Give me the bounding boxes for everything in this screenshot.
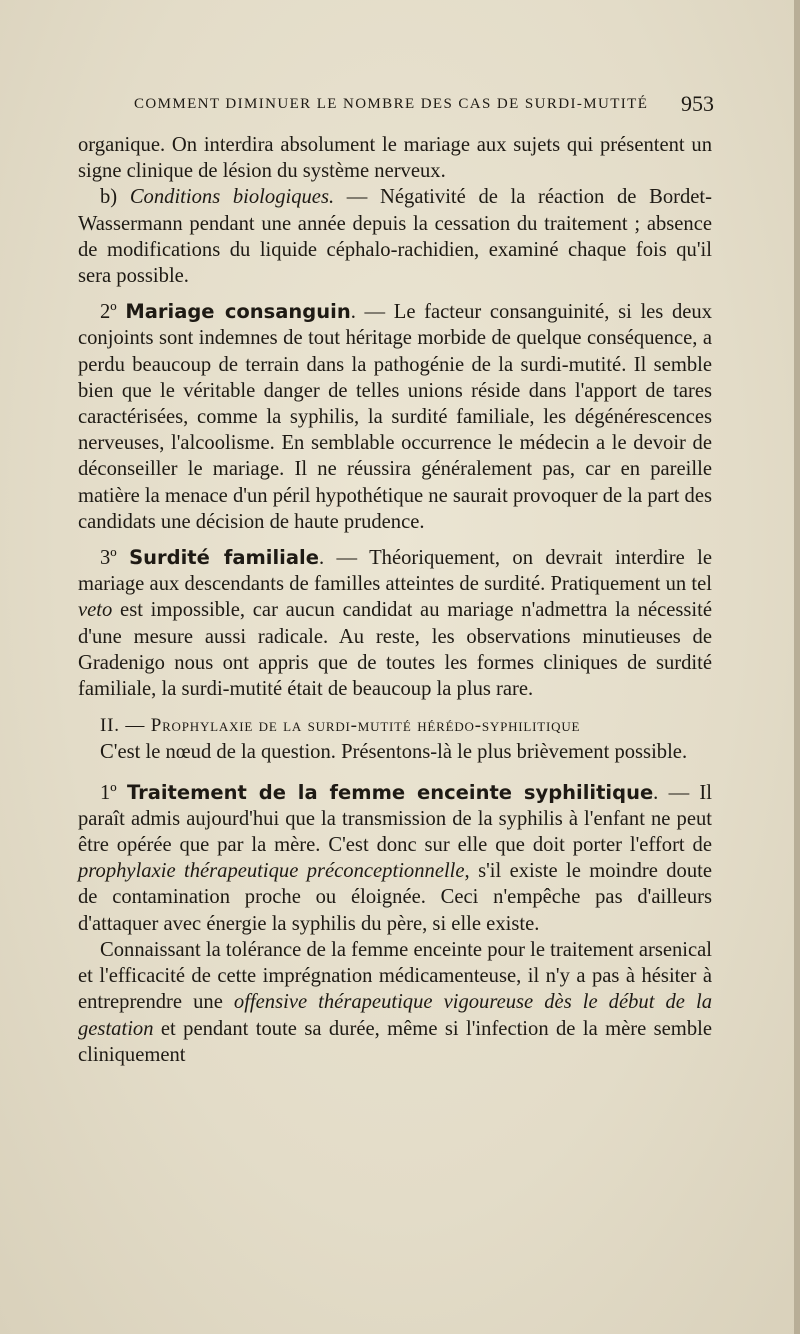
section-heading-traitement: Traitement de la femme enceinte syphilitique <box>126 780 654 804</box>
paragraph-conditions-biologiques <box>78 184 712 289</box>
list-marker-b: b) <box>100 186 130 209</box>
italic-offensive: offensive thérapeutique vigoureuse dès le début de la gestation <box>78 991 713 1040</box>
chapter-heading-prophylaxie: II. — Prophylaxie de la surdi-mutité hérédo-syphilitique <box>100 715 581 737</box>
running-head: COMMENT DIMINUER LE NOMBRE DES CAS DE SURDI-MUTITÉ <box>134 96 649 112</box>
section-text: . — Théoriquement, on devrait interdire le mariage aux descendants de familles atteintes de surdité. Pratiquement un tel <box>78 547 712 596</box>
paragraph-noeud-text: C'est le nœud de la question. Présentons-là le plus brièvement possible. <box>100 741 688 764</box>
page-edge <box>794 0 800 1334</box>
section-mariage-consanguin <box>78 299 712 535</box>
paragraph-connaissant <box>78 937 712 1068</box>
section-text-cont: est impossible, car aucun candidat au mariage n'admettra la nécessité d'une mesure aussi radicale. Au reste, les observations minutieuses de Gradenigo nous ont appris que de toutes les formes cliniques de surdité familiale, la surdi-mutité était de beaucoup la plus rare. <box>78 599 712 701</box>
section-number: 1º <box>100 781 127 804</box>
body-text <box>78 132 712 1068</box>
section-text: . — Il paraît admis aujourd'hui que la transmission de la syphilis à l'enfant ne peut être opérée que par la mère. C'est donc sur elle que doit porter l'effort de <box>78 781 712 857</box>
paragraph-text: Connaissant la tolérance de la femme enceinte pour le traitement arsenical et l'efficacité de cette imprégnation médicamenteuse, il n'y a pas à hésiter à entreprendre une <box>78 938 712 1014</box>
italic-prophylaxie: prophylaxie thérapeutique préconceptionnelle <box>78 860 465 883</box>
section-text: . — Le facteur consanguinité, si les deux conjoints sont indemnes de tout héritage morbide de quelque conséquence, a perdu beaucoup de terrain dans la pathogénie de la surdi-mutité. Il semble bien que le véritable danger de telles unions réside dans l'apport de tares caractérisées, comme la syphilis, la surdité familiale, les dégénérescences nerveuses, l'alcoolisme. En semblable occurrence le médecin a le devoir de déconseiller le mariage. Il ne réussira généralement pas, car en pareille matière la menace d'un péril hypothétique ne saurait provoquer de la part des candidats une décision de haute prudence. <box>78 301 712 533</box>
section-heading-mariage-consanguin: Mariage consanguin <box>125 300 351 324</box>
paragraph-organique-text: organique. On interdira absolument le mariage aux sujets qui présentent un signe clinique de lésion du système nerveux. <box>78 134 712 183</box>
page-header <box>134 91 714 118</box>
paragraph-noeud <box>78 739 712 765</box>
page-number: 953 <box>681 91 714 116</box>
section-heading-surdite-familiale: Surdité familiale <box>129 546 319 570</box>
paragraph-organique <box>78 132 712 184</box>
section-traitement <box>78 780 712 937</box>
section-number: 3º <box>100 547 130 570</box>
section-title-prophylaxie <box>78 712 712 739</box>
subheading-conditions-biologiques: Conditions biologiques. <box>129 186 335 209</box>
paragraph-text-cont: et pendant toute sa durée, même si l'infection de la mère semble cliniquement <box>78 1017 712 1066</box>
italic-veto: veto <box>78 599 113 622</box>
section-surdite-familiale <box>78 545 712 702</box>
section-text-cont: , s'il existe le moindre doute de contamination proche ou éloignée. Ceci n'empêche pas d'ailleurs d'attaquer avec énergie la syphilis du père, si elle existe. <box>78 860 712 935</box>
section-number: 2º <box>100 301 126 324</box>
paragraph-conditions-text: — Négativité de la réaction de Bordet-Wassermann pendant une année depuis la cessation du traitement ; absence de modifications du liquide céphalo-rachidien, examiné chaque fois qu'il sera possible. <box>78 186 712 288</box>
